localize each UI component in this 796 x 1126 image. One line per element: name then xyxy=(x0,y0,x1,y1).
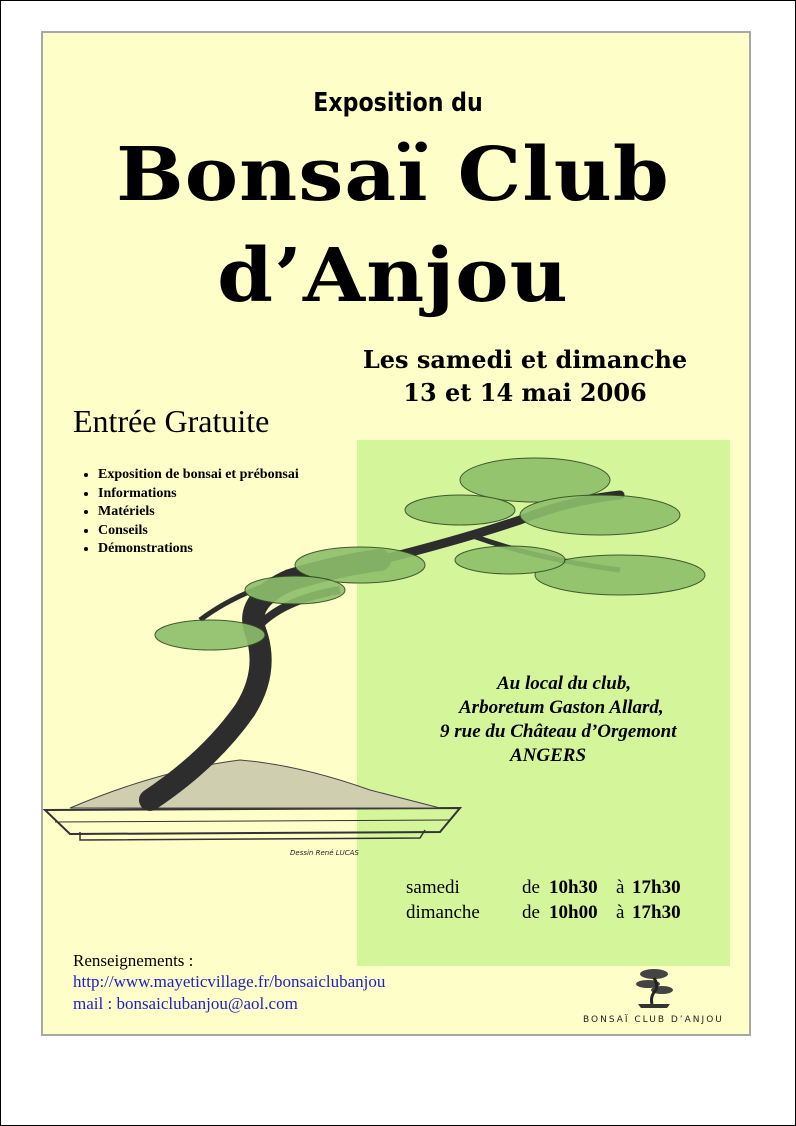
free-entry-heading: Entrée Gratuite xyxy=(73,403,270,439)
schedule-day: dimanche xyxy=(406,902,480,923)
club-logo-text: BONSAÏ CLUB D’ANJOU xyxy=(583,1015,724,1025)
schedule-to-word: à xyxy=(616,902,625,923)
location-line3: 9 rue du Château d’Orgemont xyxy=(440,721,677,742)
list-item: • Exposition de bonsai et prébonsai xyxy=(98,466,299,485)
club-logo-icon xyxy=(630,966,678,1010)
list-item: • Matériels xyxy=(98,503,299,522)
location-line4: ANGERS xyxy=(510,745,587,766)
schedule-open-time: 10h30 xyxy=(549,877,598,898)
location-line1: Au local du club, xyxy=(497,673,632,694)
exhibition-subtitle: Exposition du xyxy=(313,88,483,118)
website-link[interactable]: http://www.mayeticvillage.fr/bonsaiclubanjou xyxy=(73,972,386,991)
club-title-line2: d’Anjou xyxy=(217,233,569,319)
drawing-credit: Dessin René LUCAS xyxy=(290,849,359,857)
dates-line1: Les samedi et dimanche xyxy=(362,345,688,374)
schedule-close-time: 17h30 xyxy=(632,902,681,923)
info-label: Renseignements : xyxy=(73,951,194,970)
location-line2: Arboretum Gaston Allard, xyxy=(459,697,664,718)
schedule-open-time: 10h00 xyxy=(549,902,598,923)
email-link[interactable]: mail : bonsaiclubanjou@aol.com xyxy=(73,994,298,1013)
dates-line2: 13 et 14 mai 2006 xyxy=(403,378,647,407)
list-item: • Informations xyxy=(98,485,299,504)
schedule-close-time: 17h30 xyxy=(632,877,681,898)
feature-list xyxy=(72,466,299,559)
list-item: • Démonstrations xyxy=(98,540,299,559)
schedule-from-word: de xyxy=(522,902,540,923)
schedule-to-word: à xyxy=(616,877,625,898)
schedule-day: samedi xyxy=(406,877,460,898)
schedule-from-word: de xyxy=(522,877,540,898)
club-title-line1: Bonsaï Club xyxy=(116,132,670,218)
list-item: • Conseils xyxy=(98,522,299,541)
